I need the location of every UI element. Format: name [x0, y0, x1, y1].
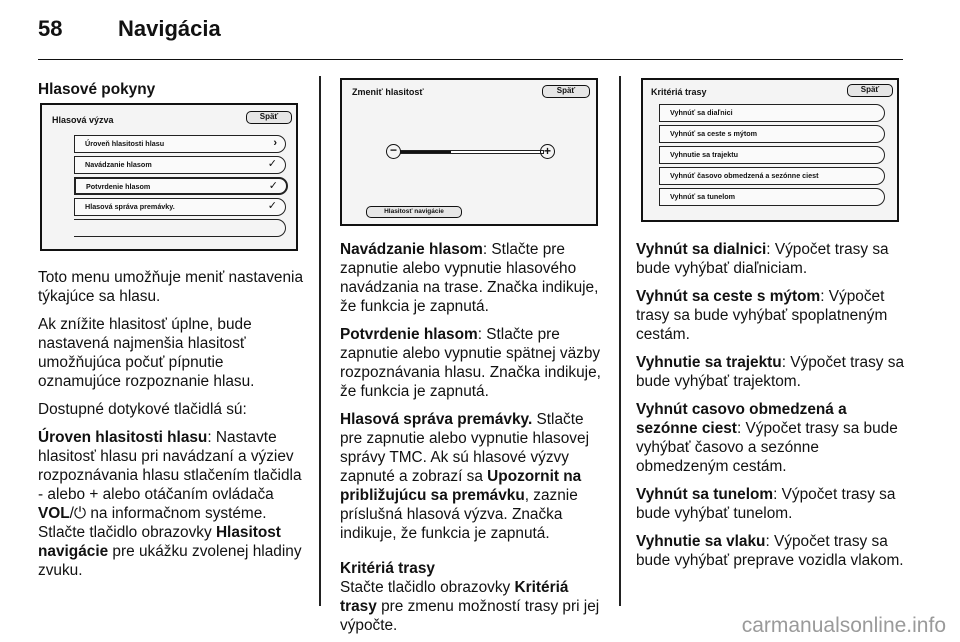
plus-button[interactable]: + [540, 144, 555, 159]
menu-item-label: Navádzanie hlasom [85, 160, 152, 169]
menu-item-voice-guidance[interactable] [74, 156, 286, 174]
watermark: carmanualsonline.info [741, 614, 946, 637]
menu-item-label: Potvrdenie hlasom [86, 182, 151, 191]
term: Navádzanie hlasom [340, 241, 483, 258]
menu-item-voice-confirm[interactable] [74, 177, 288, 195]
text: : Výpočet trasy sa bude vyhýbať spoplatneným cestám. [636, 288, 888, 343]
screenshot-change-volume [340, 78, 598, 226]
text: , zaznie príslušná hlasová výzva. Značka indikuje, že funkcia je zapnutá. [340, 487, 578, 542]
text: Stlačte pre zapnutie alebo vypnutie hlasovej správy TMC. Ak sú hlasové výzvy zapnuté a zobrazí sa [340, 411, 589, 485]
chevron-right-icon: › [273, 137, 277, 149]
paragraph-voice-confirm [340, 325, 608, 401]
text: Stačte tlačidlo obrazovky [340, 579, 515, 596]
text: : Výpočet trasy sa bude vyhýbať trajektom. [636, 354, 905, 390]
screen-title: Zmeniť hlasitosť [352, 87, 424, 97]
menu-item-label: Vyhnúť časovo obmedzená a sezónne ciest [670, 171, 819, 180]
text: : Stlačte pre zapnutie alebo vypnutie hlasového navádzania na trase. Značka indikuje, že funkcia je zapnutá. [340, 241, 599, 315]
page-number: 58 [38, 16, 63, 41]
check-icon: ✓ [267, 200, 277, 212]
text: pre zmenu možností trasy pri jej výpočte. [340, 598, 600, 634]
menu-item-label: Vyhnúť sa ceste s mýtom [670, 129, 758, 138]
term: Upozornit na približujúcu sa premávku [340, 468, 582, 504]
section-heading-voice: Hlasové pokyny [38, 81, 156, 98]
menu-item-empty [74, 219, 286, 237]
column-2-text [340, 240, 608, 642]
term: Potvrdenie hlasom [340, 326, 478, 343]
page-title: Navigácia [118, 16, 221, 41]
menu-item-avoid-highway[interactable] [659, 104, 885, 122]
paragraph-route-criteria [340, 578, 608, 635]
minus-button[interactable]: − [386, 144, 401, 159]
term: Vyhnút sa tunelom [636, 486, 774, 503]
screen-title: Kritériá trasy [651, 87, 707, 97]
paragraph: Ak znížite hlasitosť úplne, bude nastavená najmenšia hlasitosť umožňujúca počuť pípnutie oznamujúce rozpoznanie hlasu. [38, 316, 255, 390]
paragraph: Toto menu umožňuje meniť nastavenia týkajúce sa hlasu. [38, 269, 303, 305]
screenshot-voice-prompt [40, 103, 298, 251]
term: Vyhnút sa ceste s mýtom [636, 288, 821, 305]
paragraph-avoid-tunnel [636, 485, 908, 523]
term: Kritériá trasy [340, 579, 569, 615]
paragraph-voice-volume [38, 428, 308, 580]
page-header [38, 16, 903, 60]
text: : Výpočet trasy sa bude vyhýbať diaľniciam. [636, 241, 889, 277]
menu-item-label: Vyhnúť sa tunelom [670, 192, 736, 201]
menu-item-label: Vyhnutie sa trajektu [670, 150, 739, 159]
term: Vyhnút sa dialnici [636, 241, 767, 258]
term: VOL [38, 505, 70, 522]
text: : Nastavte hlasitosť hlasu pri navádzaní a výziev rozpoznávania hlasu stlačením tlačidla - alebo + alebo otáčaním ovládača [38, 429, 302, 503]
term: Vyhnutie sa vlaku [636, 533, 766, 550]
paragraph-avoid-ferry [636, 353, 908, 391]
column-3-text [636, 240, 908, 579]
column-divider-1 [319, 76, 321, 606]
text: : Stlačte pre zapnutie alebo vypnutie spätnej väzby rozpoznávania hlasu. Značka indikuje, že funkcia je zapnutá. [340, 326, 601, 400]
check-icon: ✓ [268, 180, 278, 192]
text: : Výpočet trasy sa bude vyhýbať preprave vozidla vlakom. [636, 533, 904, 569]
menu-item-label: Úroveň hlasitosti hlasu [85, 139, 165, 148]
menu-item-avoid-seasonal[interactable] [659, 167, 885, 185]
paragraph-traffic-message [340, 410, 608, 543]
term: Hlasitost navigácie [38, 524, 281, 560]
menu-item-voice-volume[interactable] [74, 135, 286, 153]
column-divider-2 [619, 76, 621, 606]
text: /⏻ na informačnom systéme. Stlačte tlačidlo obrazovky [38, 505, 267, 541]
screen-title: Hlasová výzva [52, 115, 114, 125]
back-button[interactable]: Späť [847, 84, 893, 97]
paragraph-voice-guidance [340, 240, 608, 316]
paragraph-avoid-highway [636, 240, 908, 278]
check-icon: ✓ [267, 158, 277, 170]
back-button[interactable]: Späť [542, 85, 590, 98]
paragraph-avoid-toll [636, 287, 908, 344]
menu-item-traffic-message[interactable] [74, 198, 286, 216]
term: Úroven hlasitosti hlasu [38, 429, 208, 446]
menu-item-label: Vyhnúť sa diaľnici [670, 108, 733, 117]
menu-item-avoid-ferry[interactable] [659, 146, 885, 164]
menu-item-label: Hlasová správa premávky. [85, 202, 175, 211]
term: Vyhnút casovo obmedzená a sezónne ciest [636, 401, 847, 437]
back-button[interactable]: Späť [246, 111, 292, 124]
menu-item-avoid-tunnel[interactable] [659, 188, 885, 206]
column-1-text [38, 268, 308, 589]
volume-slider-fill [401, 151, 451, 153]
column-1 [38, 80, 306, 105]
navigation-volume-button[interactable]: Hlasitosť navigácie [366, 206, 462, 218]
screenshot-route-criteria [641, 78, 899, 222]
term: Vyhnutie sa trajektu [636, 354, 782, 371]
menu-item-avoid-toll[interactable] [659, 125, 885, 143]
paragraph-avoid-seasonal [636, 400, 908, 476]
paragraph: Dostupné dotykové tlačidlá sú: [38, 401, 247, 418]
volume-slider-track[interactable] [400, 150, 544, 154]
text: : Výpočet trasy sa bude vyhýbať časovo a sezónne obmedzeným cestám. [636, 420, 898, 475]
paragraph-avoid-train [636, 532, 908, 570]
text: pre ukážku zvolenej hladiny zvuku. [38, 543, 302, 579]
text: : Výpočet trasy sa bude vyhýbať tunelom. [636, 486, 896, 522]
section-heading-route-criteria: Kritériá trasy [340, 560, 435, 577]
term: Hlasová správa premávky. [340, 411, 533, 428]
